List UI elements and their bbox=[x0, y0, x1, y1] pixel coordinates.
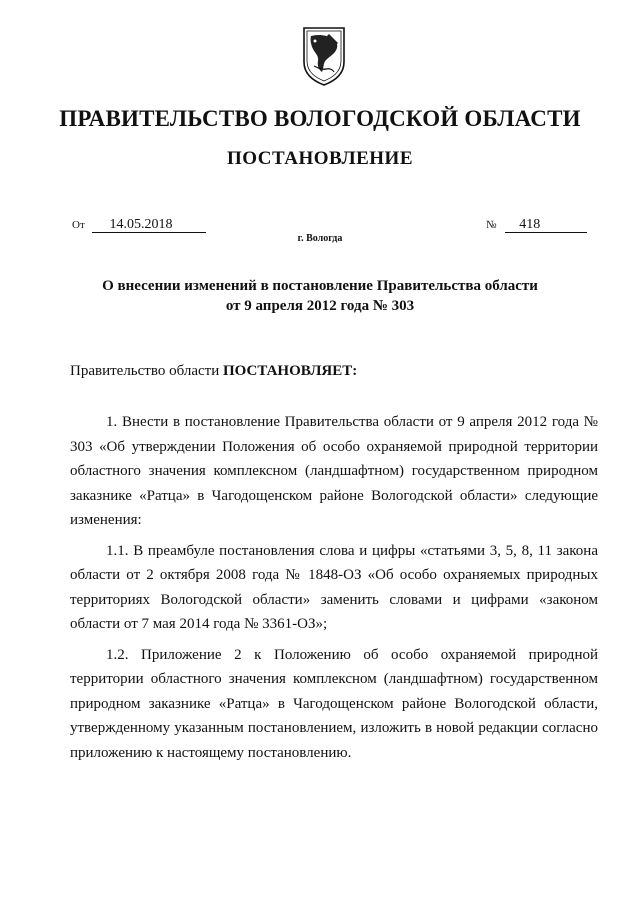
lead-prefix: Правительство области bbox=[70, 363, 223, 379]
document-body bbox=[70, 410, 598, 771]
date-prefix: От bbox=[72, 219, 85, 231]
paragraph-1-2: 1.2. Приложение 2 к Положению об особо охраняемой природной территории областного значения комплексном (ландшафтном) государственном природном заказнике «Ратца» в Чагодощенском районе Вологодской области, утвержденному указанным постановлением, изложить в новой редакции согласно приложению к настоящему постановлению. bbox=[70, 646, 598, 761]
paragraph-1: 1. Внести в постановление Правительства области от 9 апреля 2012 года № 303 «Об утверждении Положения об особо охраняемой природной территории областного значения комплексном (ландшафтном) государственном природном заказнике «Ратца» в Чагодощенском районе Вологодской области» следующие изменения: bbox=[70, 414, 598, 528]
subject-line-2: от 9 апреля 2012 года № 303 bbox=[225, 298, 415, 314]
date-value: 14.05.2018 bbox=[92, 217, 206, 233]
paragraph-1-1: 1.1. В преамбуле постановления слова и цифры «статьями 3, 5, 8, 11 закона области от 2 октября 2008 года № 1848-ОЗ «Об особо охраняемых природных территориях Вологодской области» заменить словами и цифрами «законом области от 7 мая 2014 года № 3361-ОЗ»; bbox=[70, 542, 598, 632]
document-subject bbox=[60, 276, 580, 316]
date-field bbox=[72, 217, 206, 233]
vologda-coat-of-arms-icon bbox=[302, 26, 346, 86]
lead-verb: ПОСТАНОВЛЯЕТ: bbox=[222, 363, 358, 379]
government-title: ПРАВИТЕЛЬСТВО ВОЛОГОДСКОЙ ОБЛАСТИ bbox=[59, 106, 581, 131]
document-kind: ПОСТАНОВЛЕНИЕ bbox=[226, 148, 414, 169]
city: г. Вологда bbox=[297, 233, 343, 244]
resolution-lead bbox=[70, 363, 357, 380]
number-field bbox=[486, 217, 587, 233]
subject-line-1: О внесении изменений в постановление Правительства области bbox=[102, 278, 538, 294]
number-prefix: № bbox=[486, 219, 497, 231]
number-value: 418 bbox=[505, 217, 587, 233]
